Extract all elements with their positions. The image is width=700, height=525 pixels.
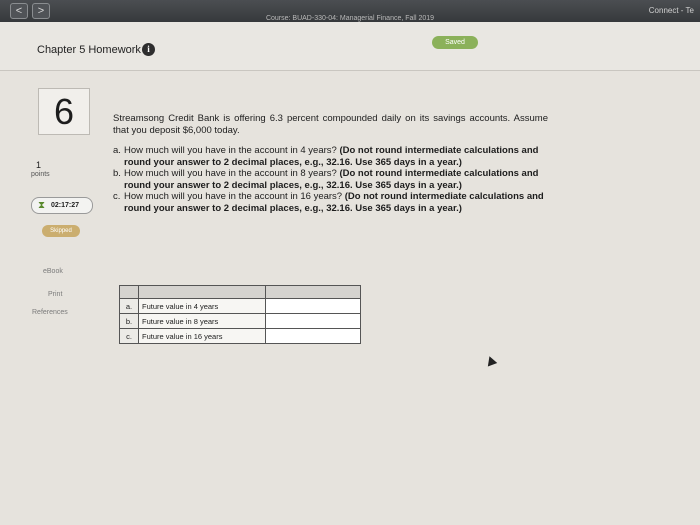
question-part-c	[113, 191, 548, 214]
forward-button[interactable]: >	[32, 3, 50, 19]
course-title: Course: BUAD-330-04: Managerial Finance, Fall 2019	[265, 15, 435, 22]
timer	[31, 197, 93, 214]
ebook-link[interactable]: eBook	[43, 268, 63, 275]
part-instruction: (Do not round intermediate calculations and round your answer to 2 decimal places, e.g., 32.16. Use 365 days in a year.)	[124, 168, 539, 191]
part-text: How much will you have in the account in 8 years?	[124, 168, 337, 179]
row-letter: b.	[120, 314, 139, 329]
answer-input-b[interactable]	[266, 314, 361, 329]
timer-value: 02:17:27	[51, 202, 80, 209]
question-part-b	[113, 168, 548, 191]
part-text: How much will you have in the account in 4 years?	[124, 145, 337, 156]
part-letter: a.	[113, 145, 121, 156]
row-label: Future value in 16 years	[139, 329, 266, 344]
saved-badge: Saved	[432, 36, 478, 49]
references-link[interactable]: References	[32, 309, 68, 316]
answer-table	[119, 285, 361, 344]
part-letter: b.	[113, 168, 121, 179]
hourglass-icon: ⧗	[38, 200, 46, 211]
browser-toolbar	[0, 0, 700, 22]
print-link[interactable]: Print	[48, 291, 63, 298]
table-row	[120, 314, 361, 329]
table-row	[120, 299, 361, 314]
connect-link[interactable]: Connect - Te	[648, 6, 694, 15]
question-stem: Streamsong Credit Bank is offering 6.3 percent compounded daily on its savings accounts. Assume that you deposit $6,000 today.	[113, 113, 548, 136]
info-icon[interactable]: i	[142, 43, 155, 56]
part-letter: c.	[113, 191, 121, 202]
answer-input-a[interactable]	[266, 299, 361, 314]
mouse-cursor-icon	[485, 355, 497, 367]
part-instruction: (Do not round intermediate calculations and round your answer to 2 decimal places, e.g., 32.16. Use 365 days in a year.)	[124, 145, 539, 168]
points-value: 1	[36, 160, 42, 170]
part-text: How much will you have in the account in 16 years?	[124, 191, 343, 202]
part-instruction: (Do not round intermediate calculations and round your answer to 2 decimal places, e.g., 32.16. Use 365 days in a year.)	[124, 191, 544, 214]
question-number: 6	[38, 88, 90, 135]
back-button[interactable]: <	[10, 3, 28, 19]
problem-text	[113, 113, 548, 214]
answer-table-header	[120, 286, 361, 299]
question-part-a	[113, 145, 548, 168]
row-letter: a.	[120, 299, 139, 314]
row-label: Future value in 8 years	[139, 314, 266, 329]
row-letter: c.	[120, 329, 139, 344]
points-label: points	[31, 171, 50, 178]
skipped-badge: Skipped	[42, 225, 80, 237]
page-title: Chapter 5 Homework	[37, 44, 141, 56]
table-row	[120, 329, 361, 344]
row-label: Future value in 4 years	[139, 299, 266, 314]
answer-input-c[interactable]	[266, 329, 361, 344]
